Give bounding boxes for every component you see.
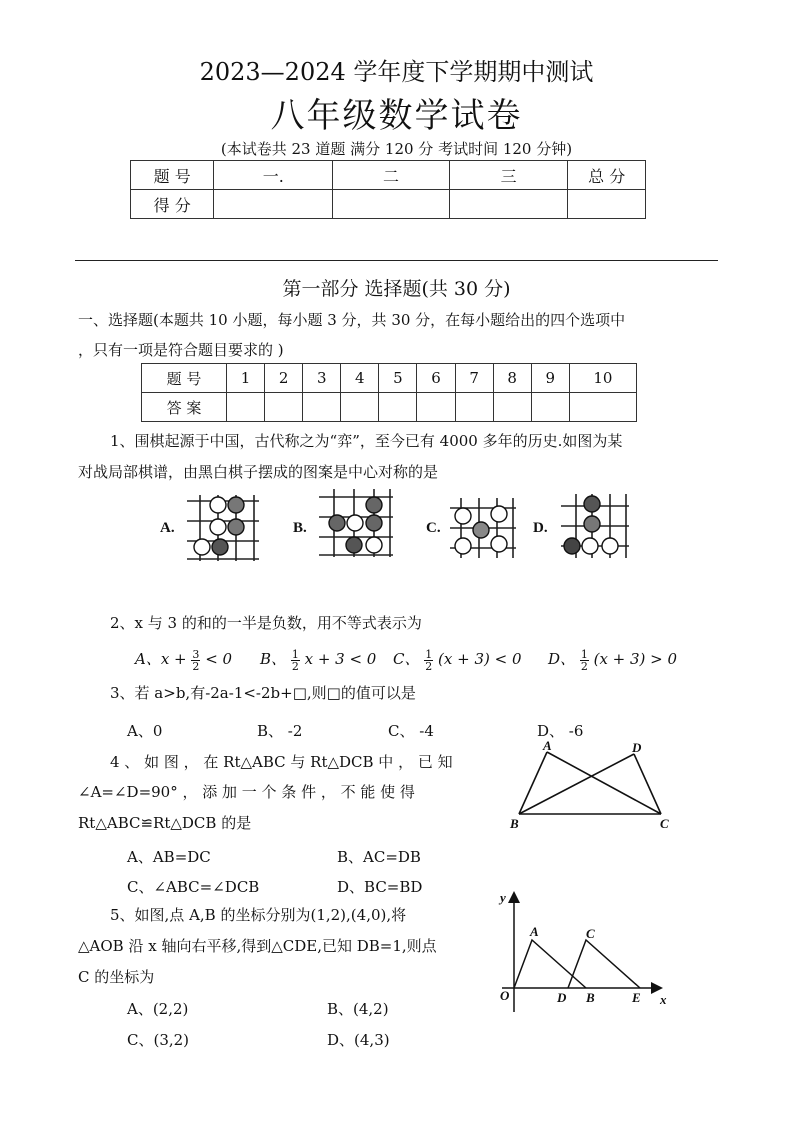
q2-a-suffix: < 0: [205, 650, 233, 668]
answer-header-cell: 4: [341, 364, 379, 393]
answer-header-cell: 5: [379, 364, 417, 393]
frac-num: 3: [192, 647, 200, 661]
go-board-d: [558, 492, 632, 560]
q4-option-a[interactable]: A、AB=DC: [127, 848, 211, 866]
q2-c-prefix: C、: [393, 650, 420, 668]
answer-header-cell: 1: [227, 364, 265, 393]
q1-option-label-d: D.: [533, 520, 548, 536]
label-e: E: [632, 990, 641, 1005]
q2-a-prefix: A、x +: [135, 650, 187, 668]
answer-header-cell: 3: [303, 364, 341, 393]
score-header-cell: 题 号: [131, 161, 214, 190]
label-x: x: [660, 992, 667, 1007]
segment-ac: [547, 752, 661, 814]
q2-option-b[interactable]: [260, 648, 376, 672]
q2-stem: 2、x 与 3 的和的一半是负数，用不等式表示为: [110, 614, 422, 632]
fraction: [191, 649, 200, 672]
instructions-line: 一、选择题(本题共 10 小题，每小题 3 分，共 30 分，在每小题给出的四个选项中: [78, 311, 626, 329]
go-board-b: [316, 487, 396, 559]
answer-cell[interactable]: [227, 393, 265, 422]
divider: [75, 260, 718, 261]
score-cell[interactable]: [449, 190, 568, 219]
frac-num: 1: [425, 647, 433, 661]
answer-table: [141, 363, 637, 422]
answer-header-cell: 7: [455, 364, 493, 393]
score-header-cell: 总 分: [568, 161, 646, 190]
label-d: D: [557, 990, 567, 1005]
answer-cell[interactable]: [341, 393, 379, 422]
answer-cell[interactable]: [265, 393, 303, 422]
q3-stem: 3、若 a>b,有-2a-1<-2b+□,则□的值可以是: [110, 684, 416, 702]
q1-option-label-c: C.: [426, 520, 441, 536]
score-header-cell: 二: [333, 161, 450, 190]
q2-option-c[interactable]: [393, 648, 522, 672]
answer-cell[interactable]: [531, 393, 569, 422]
answer-header-cell: 9: [531, 364, 569, 393]
q3-option-a[interactable]: A、0: [127, 722, 163, 740]
q5-option-b[interactable]: B、(4,2): [327, 1000, 389, 1018]
answer-cell[interactable]: [303, 393, 341, 422]
q5-option-a[interactable]: A、(2,2): [127, 1000, 189, 1018]
answer-cell[interactable]: [455, 393, 493, 422]
q2-b-suffix: x + 3 < 0: [304, 650, 377, 668]
frac-num: 1: [580, 647, 588, 661]
part-title: 第一部分 选择题(共 30 分): [282, 278, 511, 300]
label-o: O: [500, 988, 510, 1003]
q4-option-d[interactable]: D、BC=BD: [337, 878, 423, 896]
q5-coordinate-figure: [468, 880, 678, 1020]
q3-option-c[interactable]: C、 -4: [388, 722, 434, 740]
score-header-cell: 一.: [214, 161, 333, 190]
segment-dc: [634, 754, 661, 814]
frac-den: 2: [425, 659, 433, 673]
q2-option-d[interactable]: [548, 648, 677, 672]
exam-year-title: 2023—2024 学年度下学期期中测试: [199, 58, 594, 86]
q5-option-c[interactable]: C、(3,2): [127, 1031, 190, 1049]
answer-header-cell: 6: [417, 364, 455, 393]
label-a: A: [543, 738, 552, 753]
q5-option-d[interactable]: D、(4,3): [327, 1031, 390, 1049]
label-d: D: [632, 740, 642, 755]
label-b: B: [586, 990, 595, 1005]
q3-option-b[interactable]: B、 -2: [257, 722, 303, 740]
exam-subtitle: (本试卷共 23 道题 满分 120 分 考试时间 120 分钟): [220, 140, 573, 158]
label-a: A: [530, 924, 539, 939]
fraction: [291, 649, 300, 672]
label-c: C: [586, 926, 595, 941]
q2-option-a[interactable]: [135, 648, 232, 672]
label-c: C: [660, 816, 669, 831]
score-row-label: 得 分: [131, 190, 214, 219]
answer-row-label: 答 案: [142, 393, 227, 422]
frac-den: 2: [291, 659, 299, 673]
answer-header-cell: 8: [493, 364, 531, 393]
label-b: B: [510, 816, 519, 831]
q4-option-b[interactable]: B、AC=DB: [337, 848, 421, 866]
q2-c-suffix: (x + 3) < 0: [438, 650, 522, 668]
q5-stem-line2: △AOB 沿 x 轴向右平移,得到△CDE,已知 DB=1,则点: [78, 937, 437, 955]
go-board-c: [447, 496, 519, 560]
q4-stem-line2: ∠A=∠D=90° ， 添 加 一 个 条 件 ， 不 能 使 得: [78, 783, 415, 801]
frac-den: 2: [580, 659, 588, 673]
score-table: [130, 160, 646, 219]
q4-stem-line1: 4 、 如 图 ， 在 Rt△ABC 与 Rt△DCB 中 ， 已 知: [110, 753, 453, 771]
label-y: y: [500, 890, 506, 905]
answer-cell[interactable]: [493, 393, 531, 422]
q4-figure: [505, 738, 685, 838]
q1-option-label-a: A.: [160, 520, 175, 536]
q2-d-prefix: D、: [548, 650, 576, 668]
answer-cell[interactable]: [379, 393, 417, 422]
triangle-aob: [514, 940, 586, 988]
score-cell[interactable]: [333, 190, 450, 219]
q1-option-label-b: B.: [293, 520, 307, 536]
fraction: [580, 649, 589, 672]
instructions-line: ，只有一项是符合题目要求的 ): [78, 341, 284, 359]
answer-header-cell: 2: [265, 364, 303, 393]
q5-stem-line1: 5、如图,点 A,B 的坐标分别为(1,2),(4,0),将: [110, 906, 407, 924]
segment-ab: [519, 752, 547, 814]
fraction: [424, 649, 433, 672]
score-header-cell: 三: [449, 161, 568, 190]
answer-header-cell: 题 号: [142, 364, 227, 393]
q1-stem-line1: 1、围棋起源于中国，古代称之为“弈”，至今已有 4000 多年的历史.如图为某: [110, 432, 623, 450]
q1-stem-line2: 对战局部棋谱，由黑白棋子摆成的图案是中心对称的是: [78, 463, 439, 481]
exam-title: 八年级数学试卷: [270, 96, 523, 136]
segment-db: [519, 754, 634, 814]
answer-cell[interactable]: [569, 393, 636, 422]
go-board-a: [184, 493, 262, 563]
q4-stem-line3: Rt△ABC≌Rt△DCB 的是: [78, 814, 252, 832]
answer-header-cell: 10: [569, 364, 636, 393]
q2-b-prefix: B、: [260, 650, 287, 668]
q5-stem-line3: C 的坐标为: [78, 968, 155, 986]
answer-cell[interactable]: [417, 393, 455, 422]
q2-d-suffix: (x + 3) > 0: [593, 650, 678, 668]
frac-num: 1: [291, 647, 299, 661]
score-cell[interactable]: [214, 190, 333, 219]
frac-den: 2: [192, 659, 200, 673]
q4-option-c[interactable]: C、∠ABC=∠DCB: [127, 878, 260, 896]
score-cell[interactable]: [568, 190, 646, 219]
q3-option-d[interactable]: D、 -6: [537, 722, 584, 740]
